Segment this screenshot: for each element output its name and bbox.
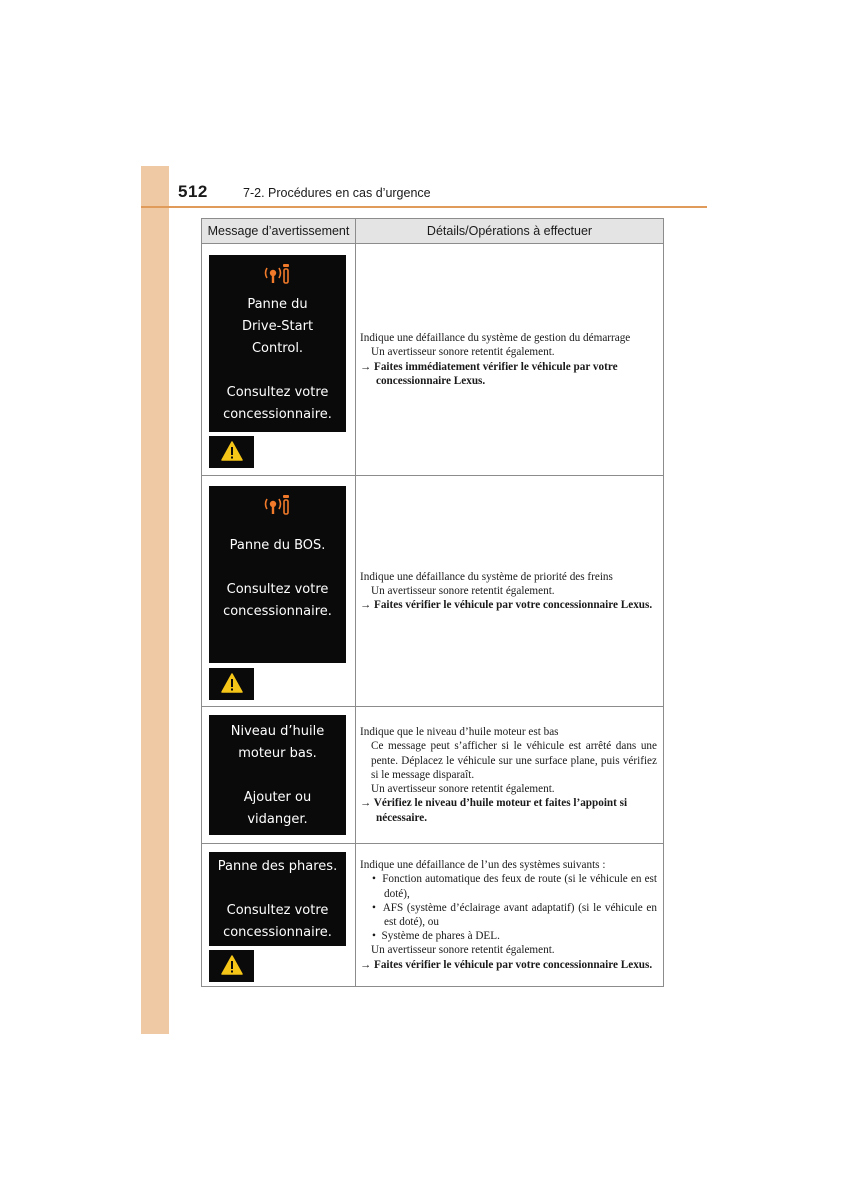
- screen-line: moteur bas.: [238, 746, 317, 761]
- details-note: Un avertisseur sonore retentit également.: [371, 783, 555, 796]
- engine-tool-icon: [263, 491, 293, 517]
- bullet-text: Fonction automatique des feux de route (si le véhicule en est doté),: [382, 873, 658, 900]
- details-note: Un avertisseur sonore retentit également.: [371, 584, 555, 597]
- screen-line: Drive-Start: [241, 319, 314, 334]
- details-intro: Indique une défaillance du système de priorité des freins: [360, 570, 613, 583]
- warning-message-cell: [202, 244, 356, 476]
- warning-message-cell: [202, 844, 356, 987]
- warning-message-cell: [202, 707, 356, 844]
- details-note: Ce message peut s’afficher si le véhicule est arrêté dans une pente. Déplacez le véhicule sur une surface plane, puis vérifiez si le message disparaît.: [371, 740, 657, 781]
- details-action-text: Faites vérifier le véhicule par votre concessionnaire Lexus.: [373, 599, 653, 612]
- details-intro: Indique que le niveau d’huile moteur est bas: [360, 726, 559, 739]
- section-title: 7-2. Procédures en cas d’urgence: [243, 186, 431, 200]
- details-note: Un avertisseur sonore retentit également.: [371, 944, 555, 957]
- screen-line: Ajouter ou: [243, 790, 312, 805]
- details-action-text: Vérifiez le niveau d’huile moteur et faites l’appoint si nécessaire.: [373, 797, 628, 824]
- details-bullet: [360, 929, 657, 943]
- column-header-details: Détails/Opérations à effectuer: [356, 219, 664, 244]
- table-row: [202, 844, 664, 987]
- warning-message-cell: [202, 476, 356, 707]
- screen-line: Consultez votre: [226, 582, 329, 597]
- details-bullet: [360, 901, 657, 929]
- details-action: [360, 796, 657, 824]
- side-tab-band: [141, 166, 169, 1034]
- arrow-icon: →: [360, 797, 372, 810]
- details-action-text: Faites vérifier le véhicule par votre concessionnaire Lexus.: [373, 958, 653, 971]
- screen-line: Panne du BOS.: [229, 538, 326, 553]
- display-screen: [209, 715, 346, 835]
- details-cell: [356, 244, 664, 476]
- header-rule: [141, 206, 707, 208]
- screen-line: concessionnaire.: [223, 925, 332, 940]
- bullet-icon: •: [372, 873, 376, 886]
- screen-line: Panne des phares.: [217, 859, 338, 874]
- screen-line: concessionnaire.: [223, 407, 332, 422]
- details-cell: [356, 844, 664, 987]
- table-header-row: [202, 219, 664, 244]
- column-header-message: Message d’avertissement: [202, 219, 356, 244]
- details-action: [360, 958, 657, 972]
- bullet-text: Système de phares à DEL.: [381, 930, 500, 943]
- screen-line: Consultez votre: [226, 903, 329, 918]
- arrow-icon: →: [360, 958, 372, 971]
- details-action: [360, 598, 657, 612]
- bullet-text: AFS (système d’éclairage avant adaptatif) (si le véhicule en est doté), ou: [382, 901, 657, 928]
- details-action: [360, 360, 657, 388]
- table-row: [202, 244, 664, 476]
- details-cell: [356, 476, 664, 707]
- screen-line: Consultez votre: [226, 385, 329, 400]
- display-screen: [209, 852, 346, 946]
- screen-line: concessionnaire.: [223, 604, 332, 619]
- screen-line: Panne du: [247, 297, 308, 312]
- bullet-icon: •: [372, 930, 376, 943]
- screen-line: vidanger.: [247, 812, 308, 827]
- details-note: Un avertisseur sonore retentit également.: [371, 346, 555, 359]
- details-intro: Indique une défaillance de l’un des systèmes suivants :: [360, 859, 606, 872]
- warning-triangle-icon: [209, 436, 254, 468]
- arrow-icon: →: [360, 599, 372, 612]
- engine-tool-icon: [263, 260, 293, 286]
- display-screen: [209, 255, 346, 432]
- display-screen: [209, 486, 346, 663]
- warning-triangle-icon: [209, 950, 254, 982]
- details-bullet: [360, 872, 657, 900]
- screen-line: Control.: [251, 341, 304, 356]
- table-row: [202, 476, 664, 707]
- bullet-icon: •: [372, 901, 376, 914]
- warning-messages-table: [201, 218, 664, 987]
- table-row: [202, 707, 664, 844]
- arrow-icon: →: [360, 360, 372, 373]
- warning-triangle-icon: [209, 668, 254, 700]
- details-action-text: Faites immédiatement vérifier le véhicule par votre concessionnaire Lexus.: [373, 360, 618, 387]
- details-cell: [356, 707, 664, 844]
- details-intro: Indique une défaillance du système de gestion du démarrage: [360, 332, 631, 345]
- page-number: 512: [178, 182, 208, 201]
- screen-line: Niveau d’huile: [230, 724, 325, 739]
